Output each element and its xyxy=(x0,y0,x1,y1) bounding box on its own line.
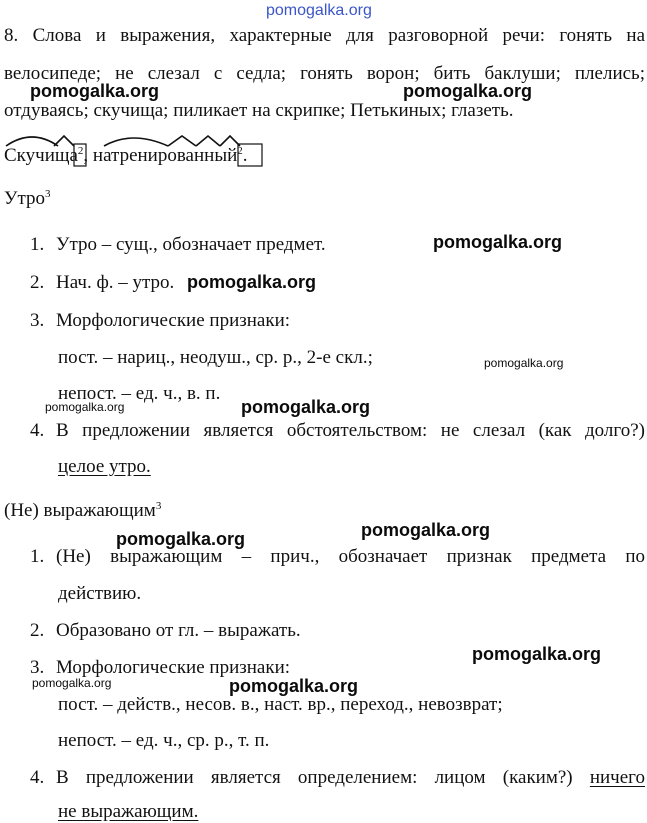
parse2-heading: (Не) выражающим$^3$ xyxy=(4,500,162,521)
parse1-nonconst: непост. – ед. ч., в. п. xyxy=(58,383,221,404)
watermark: pomogalka.org xyxy=(116,529,246,549)
morpheme-word-2: натренированный xyxy=(92,145,238,166)
parse1-const: пост. – нариц., неодуш., ср. р., 2-е скл.; xyxy=(58,347,373,368)
morpheme-sup-1: 2 xyxy=(77,145,84,157)
watermark: pomogalka.org xyxy=(187,272,317,292)
morpheme-word-1: Скучища xyxy=(4,145,78,166)
morphemic-line xyxy=(4,146,248,165)
watermark: pomogalka.org xyxy=(229,676,359,696)
parse2-item-2: 2. Образовано от гл. – выражать. xyxy=(30,620,301,641)
parse2-nonconst: непост. – ед. ч., ср. р., т. п. xyxy=(58,730,270,751)
watermark: pomogalka.org xyxy=(30,81,160,101)
parse2-item-4-cont: не выражающим. xyxy=(58,801,199,822)
watermark-top: pomogalka.org xyxy=(266,2,372,19)
watermark: pomogalka.org xyxy=(433,232,563,252)
watermark: pomogalka.org xyxy=(472,644,602,664)
parse1-item-1: 1. Утро – сущ., обозначает предмет. xyxy=(30,234,326,255)
morpheme-separator: , xyxy=(83,145,93,166)
parse1-item-4: 4. В предложении является обстоятельством: не слезал (как долго?) xyxy=(30,420,645,441)
watermark: pomogalka.org xyxy=(403,81,533,101)
parse1-heading: Утро$^3$ xyxy=(4,188,51,209)
watermark: pomogalka.org xyxy=(484,356,564,370)
morpheme-end: . xyxy=(242,145,248,166)
watermark: pomogalka.org xyxy=(45,400,125,414)
parse1-item-3: 3. Морфологические признаки: xyxy=(30,310,291,331)
task8-line-3: отдуваясь; скучища; пиликает на скрипке; Петькиных; глазеть. xyxy=(4,100,514,121)
morpheme-sup-2: 2 xyxy=(237,145,243,157)
watermark: pomogalka.org xyxy=(32,676,112,690)
task8-line-1: 8. Слова и выражения, характерные для разговорной речи: гонять на xyxy=(4,25,645,46)
task8-line-2: велосипеде; не слезал с седла; гонять ворон; бить баклуши; плелись; xyxy=(4,63,645,84)
watermark: pomogalka.org xyxy=(361,520,491,540)
parse2-const: пост. – действ., несов. в., наст. вр., переход., невозврат; xyxy=(58,694,503,715)
watermark: pomogalka.org xyxy=(241,397,371,417)
parse1-item-4-cont: целое утро. xyxy=(58,456,151,477)
parse2-item-1: 1. (Не) выражающим – прич., обозначает признак предмета по xyxy=(30,546,645,567)
parse2-item-3: 3. Морфологические признаки: xyxy=(30,657,291,678)
parse2-item-1-cont: действию. xyxy=(58,583,142,604)
parse2-item-4: 4. В предложении является определением: лицом (каким?) ничего xyxy=(30,767,645,788)
parse1-item-2: 2. Нач. ф. – утро. xyxy=(30,272,175,293)
